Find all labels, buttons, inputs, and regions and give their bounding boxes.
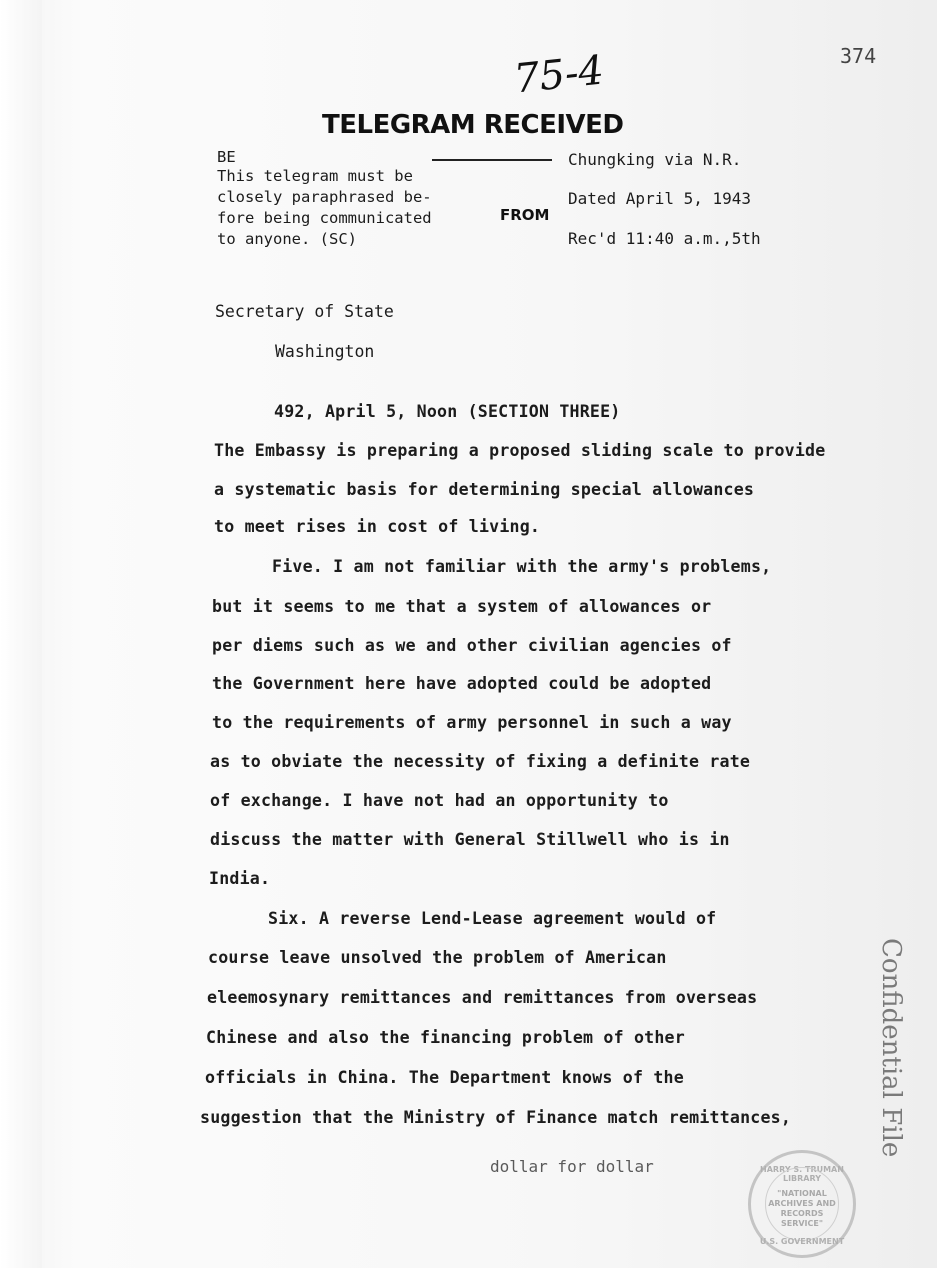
body-line: 492, April 5, Noon (SECTION THREE) xyxy=(274,402,621,421)
body-line: as to obviate the necessity of fixing a definite rate xyxy=(210,752,751,771)
seal-center-text: "NATIONAL ARCHIVES AND RECORDS SERVICE" xyxy=(768,1189,836,1228)
header-code: BE xyxy=(217,148,236,166)
body-line: to the requirements of army personnel in such a way xyxy=(212,713,732,732)
page-margin-shadow xyxy=(0,0,42,1268)
paraphrase-notice-line: to anyone. (SC) xyxy=(217,230,357,248)
body-line: the Government here have adopted could be adopted xyxy=(212,674,712,693)
archives-seal xyxy=(748,1150,856,1258)
body-line: but it seems to me that a system of allowances or xyxy=(212,597,712,616)
seal-bottom-text: U.S. GOVERNMENT xyxy=(759,1237,845,1246)
recipient-city: Washington xyxy=(275,342,375,361)
body-line: suggestion that the Ministry of Finance match remittances, xyxy=(200,1108,792,1127)
confidential-file-stamp: Confidential File xyxy=(876,938,906,1158)
paraphrase-notice-line: fore being communicated xyxy=(217,209,432,227)
received-line: Rec'd 11:40 a.m.,5th xyxy=(568,229,761,248)
body-line: Six. A reverse Lend-Lease agreement would of xyxy=(268,909,717,928)
seal-top-text: HARRY S. TRUMAN LIBRARY xyxy=(760,1165,844,1183)
page-number: 374 xyxy=(840,44,877,68)
body-line: India. xyxy=(209,869,271,888)
body-line: The Embassy is preparing a proposed sliding scale to provide xyxy=(214,441,826,460)
header-rule xyxy=(432,159,552,161)
body-line: of exchange. I have not had an opportunity to xyxy=(210,791,669,810)
telegram-title: TELEGRAM RECEIVED xyxy=(322,110,624,140)
paraphrase-notice-line: This telegram must be xyxy=(217,167,413,185)
recipient: Secretary of State xyxy=(215,302,394,321)
body-line: discuss the matter with General Stillwell who is in xyxy=(210,830,730,849)
continuation-line: dollar for dollar xyxy=(490,1157,654,1176)
origin-line: Chungking via N.R. xyxy=(568,150,742,169)
body-line: to meet rises in cost of living. xyxy=(214,517,541,536)
body-line: a systematic basis for determining special allowances xyxy=(214,480,755,499)
body-line: course leave unsolved the problem of American xyxy=(208,948,667,967)
body-line: Five. I am not familiar with the army's problems, xyxy=(272,557,772,576)
body-line: Chinese and also the financing problem of other xyxy=(206,1028,685,1047)
body-line: per diems such as we and other civilian agencies of xyxy=(212,636,732,655)
body-line: officials in China. The Department knows of the xyxy=(205,1068,684,1087)
dated-line: Dated April 5, 1943 xyxy=(568,189,752,208)
body-line: eleemosynary remittances and remittances from overseas xyxy=(207,988,758,1007)
handwritten-reference: 75-4 xyxy=(511,47,607,103)
paraphrase-notice-line: closely paraphrased be- xyxy=(217,188,432,206)
from-label: FROM xyxy=(500,206,550,224)
